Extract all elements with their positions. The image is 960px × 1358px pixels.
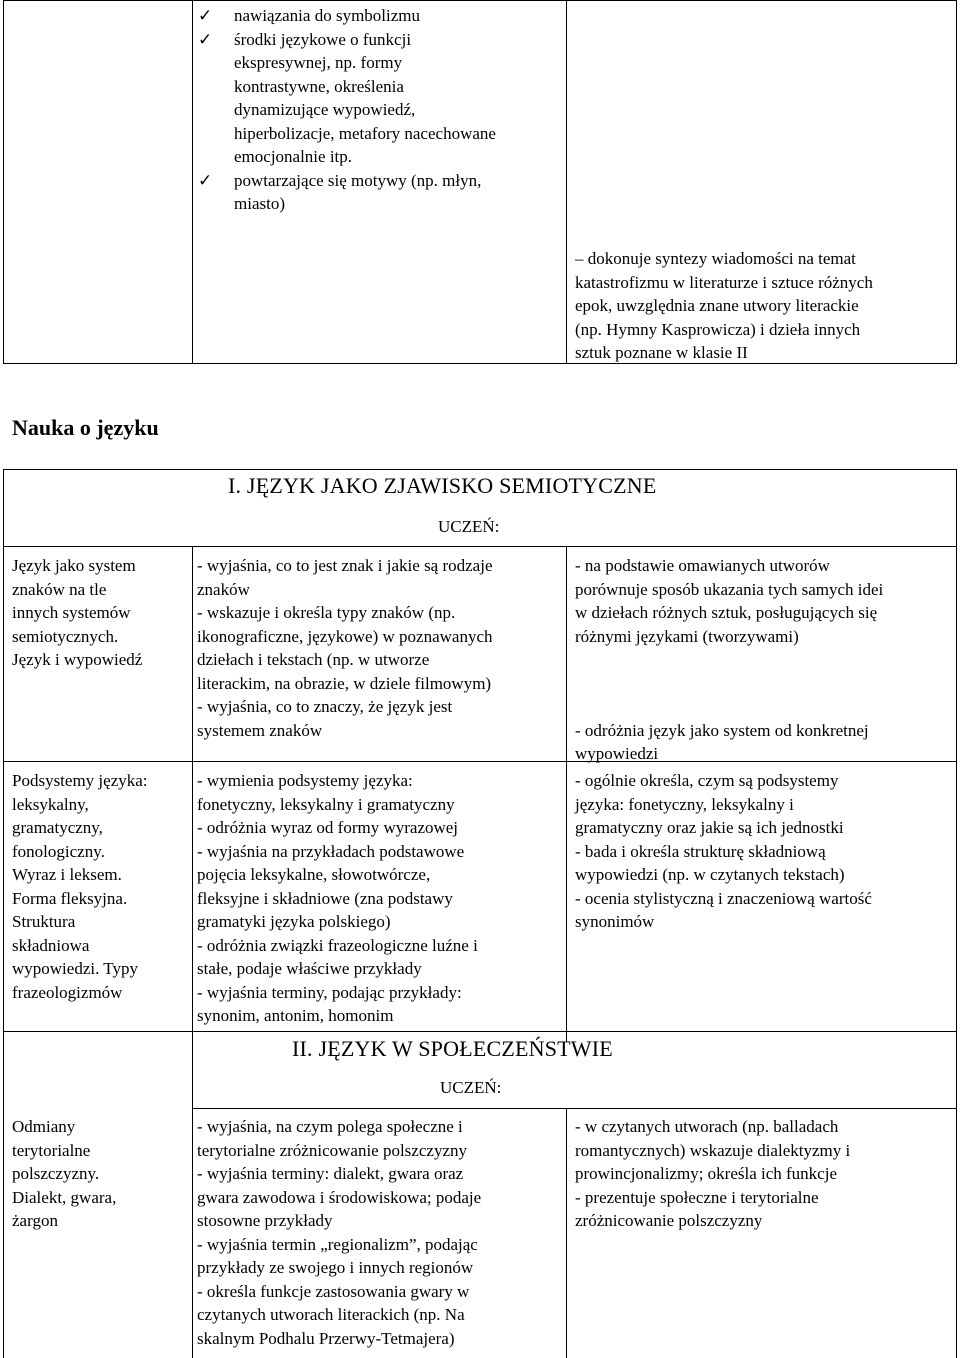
text-line: synonim, antonim, homonim [197,1006,394,1025]
text-line: - wyjaśnia, co to jest znak i jakie są rodzaje [197,556,493,575]
top-table-divider-2 [566,0,567,364]
text-line: romantycznych) wskazuje dialektyzmy i [575,1140,851,1160]
row-separator-4 [192,1108,957,1109]
text-line: literackim, na obrazie, w dziele filmowym) [197,673,492,693]
text-line: - wyjaśnia terminy, podając przykłady: [197,982,462,1002]
checkmark-icon: ✓ [198,29,213,49]
checklist-item [194,4,564,28]
text-line: fonologiczny. [12,841,105,861]
text-line: znaków [197,579,250,599]
text-line: żargon [12,1211,58,1230]
text-line: polszczyzny. [12,1164,100,1183]
text-line: stosowne przykłady [197,1211,333,1230]
checklist-line: ekspresywnej, np. formy [234,53,403,72]
page-heading: Nauka o języku [12,415,159,440]
top-checklist [194,4,564,216]
row1-topic [12,554,142,672]
text-line [575,672,883,696]
row3-extended [575,1115,850,1233]
text-line: skalnym Podhalu Przerwy-Tetmajera) [197,1328,455,1348]
text-line: - na podstawie omawianych utworów [575,556,830,575]
text-line: Język jako system [12,556,136,575]
text-line: zróżnicowanie polszczyzny [575,1211,763,1230]
text-line: - wskazuje i określa typy znaków (np. [197,603,456,622]
text-line: - wyjaśnia, na czym polega społeczne i [197,1117,463,1136]
text-line: synonimów [575,912,655,931]
text-line [575,648,883,672]
text-line: - wyjaśnia termin „regionalizm”, podając [197,1234,478,1254]
text-line: dziełach i tekstach (np. w utworze [197,650,430,669]
text-line: gramatyki języka polskiego) [197,912,391,931]
text-line: terytorialne zróżnicowanie polszczyzny [197,1140,467,1160]
text-line: porównuje sposób ukazania tych samych idei [575,579,884,599]
text-line: stałe, podaje właściwe przykłady [197,959,422,978]
col-divider-2b [566,1108,567,1358]
text-line: katastrofizmu w literaturze i sztuce różnych [575,272,873,292]
text-line: Struktura [12,912,76,931]
checklist-line: nawiązania do symbolizmu [234,6,421,25]
row3-basic [197,1115,481,1350]
text-line [575,695,883,719]
text-line: gwara zawodowa i środowiskowa; podaje [197,1187,482,1207]
row-separator-1 [3,546,957,547]
text-line: składniowa [12,935,90,955]
section-uczen-1: UCZEŃ: [438,517,500,536]
text-line: terytorialne [12,1140,91,1160]
text-line: semiotycznych. [12,626,119,646]
text-line: Dialekt, gwara, [12,1187,117,1207]
text-line: Wyraz i leksem. [12,865,122,884]
text-line: Język i wypowiedź [12,650,143,669]
checklist-line: powtarzające się motywy (np. młyn, [234,170,482,190]
text-line: Odmiany [12,1117,76,1136]
text-line: (np. Hymny Kasprowicza) i dzieła innych [575,319,861,339]
checklist-line: dynamizujące wypowiedź, [234,100,416,119]
text-line: innych systemów [12,603,131,622]
text-line: epok, uwzględnia znane utwory literackie [575,296,859,315]
checklist-line: miasto) [234,194,285,213]
top-right-text [575,247,955,365]
row-separator-3 [3,1031,957,1032]
text-line: przykłady ze swojego i innych regionów [197,1258,474,1277]
checklist-line: emocjonalnie itp. [234,147,353,166]
text-line: Podsystemy języka: [12,771,148,790]
text-line: - ocenia stylistyczną i znaczeniową wartość [575,888,872,908]
col-divider-2 [566,546,567,1042]
text-line: - wyjaśnia terminy: dialekt, gwara oraz [197,1164,464,1183]
text-line: prowincjonalizmy; określa ich funkcje [575,1164,837,1183]
col-divider-1 [192,546,193,1358]
checklist-line: kontrastywne, określenia [234,76,404,96]
checkmark-icon: ✓ [198,170,213,190]
text-line: gramatyczny oraz jakie są ich jednostki [575,818,844,837]
text-line: języka: fonetyczny, leksykalny i [575,794,794,814]
text-line: różnymi językami (tworzywami) [575,626,799,646]
text-line: – dokonuje syntezy wiadomości na temat [575,249,856,268]
text-line: wypowiedzi [575,744,659,763]
row2-extended [575,769,872,934]
text-line: czytanych utworach literackich (np. Na [197,1305,465,1324]
checklist-line: środki językowe o funkcji [234,29,412,49]
text-line: - prezentuje społeczne i terytorialne [575,1187,819,1207]
text-line: leksykalny, [12,794,89,814]
text-line: w dziełach różnych sztuk, posługujących się [575,603,878,622]
checklist-item [194,169,564,216]
top-table-divider-1 [192,0,193,364]
section-title-1: I. JĘZYK JAKO ZJAWISKO SEMIOTYCZNE [228,473,657,498]
checklist-line: hiperbolizacje, metafory nacechowane [234,123,496,143]
text-line: - ogólnie określa, czym są podsystemy [575,771,839,790]
text-line: fonetyczny, leksykalny i gramatyczny [197,794,455,814]
text-line: ikonograficzne, językowe) w poznawanych [197,626,493,646]
row3-topic [12,1115,116,1233]
checklist-item [194,28,564,169]
text-line: - wymienia podsystemy języka: [197,771,413,790]
row2-basic [197,769,478,1028]
text-line: znaków na tle [12,579,107,599]
section-uczen-2: UCZEŃ: [440,1078,502,1097]
text-line: - określa funkcje zastosowania gwary w [197,1281,470,1301]
text-line: - odróżnia język jako system od konkretnej [575,720,869,740]
row1-extended [575,554,883,766]
text-line: - bada i określa strukturę składniową [575,841,826,861]
text-line: wypowiedzi (np. w czytanych tekstach) [575,865,845,884]
text-line: fleksyjne i składniowe (zna podstawy [197,888,453,908]
text-line: gramatyczny, [12,818,103,837]
text-line: frazeologizmów [12,982,123,1002]
checkmark-icon: ✓ [198,6,213,25]
text-line: - odróżnia związki frazeologiczne luźne i [197,935,478,955]
section-title-2: II. JĘZYK W SPOŁECZEŃSTWIE [292,1036,613,1061]
row2-topic [12,769,148,1004]
text-line: pojęcia leksykalne, słowotwórcze, [197,865,431,884]
text-line: systemem znaków [197,720,323,740]
row1-basic [197,554,493,742]
text-line: - odróżnia wyraz od formy wyrazowej [197,818,459,837]
text-line: Forma fleksyjna. [12,888,128,908]
text-line: - w czytanych utworach (np. balladach [575,1117,839,1136]
text-line: sztuk poznane w klasie II [575,343,748,362]
text-line: - wyjaśnia, co to znaczy, że język jest [197,697,453,716]
text-line: - wyjaśnia na przykładach podstawowe [197,841,465,861]
text-line: wypowiedzi. Typy [12,959,138,978]
